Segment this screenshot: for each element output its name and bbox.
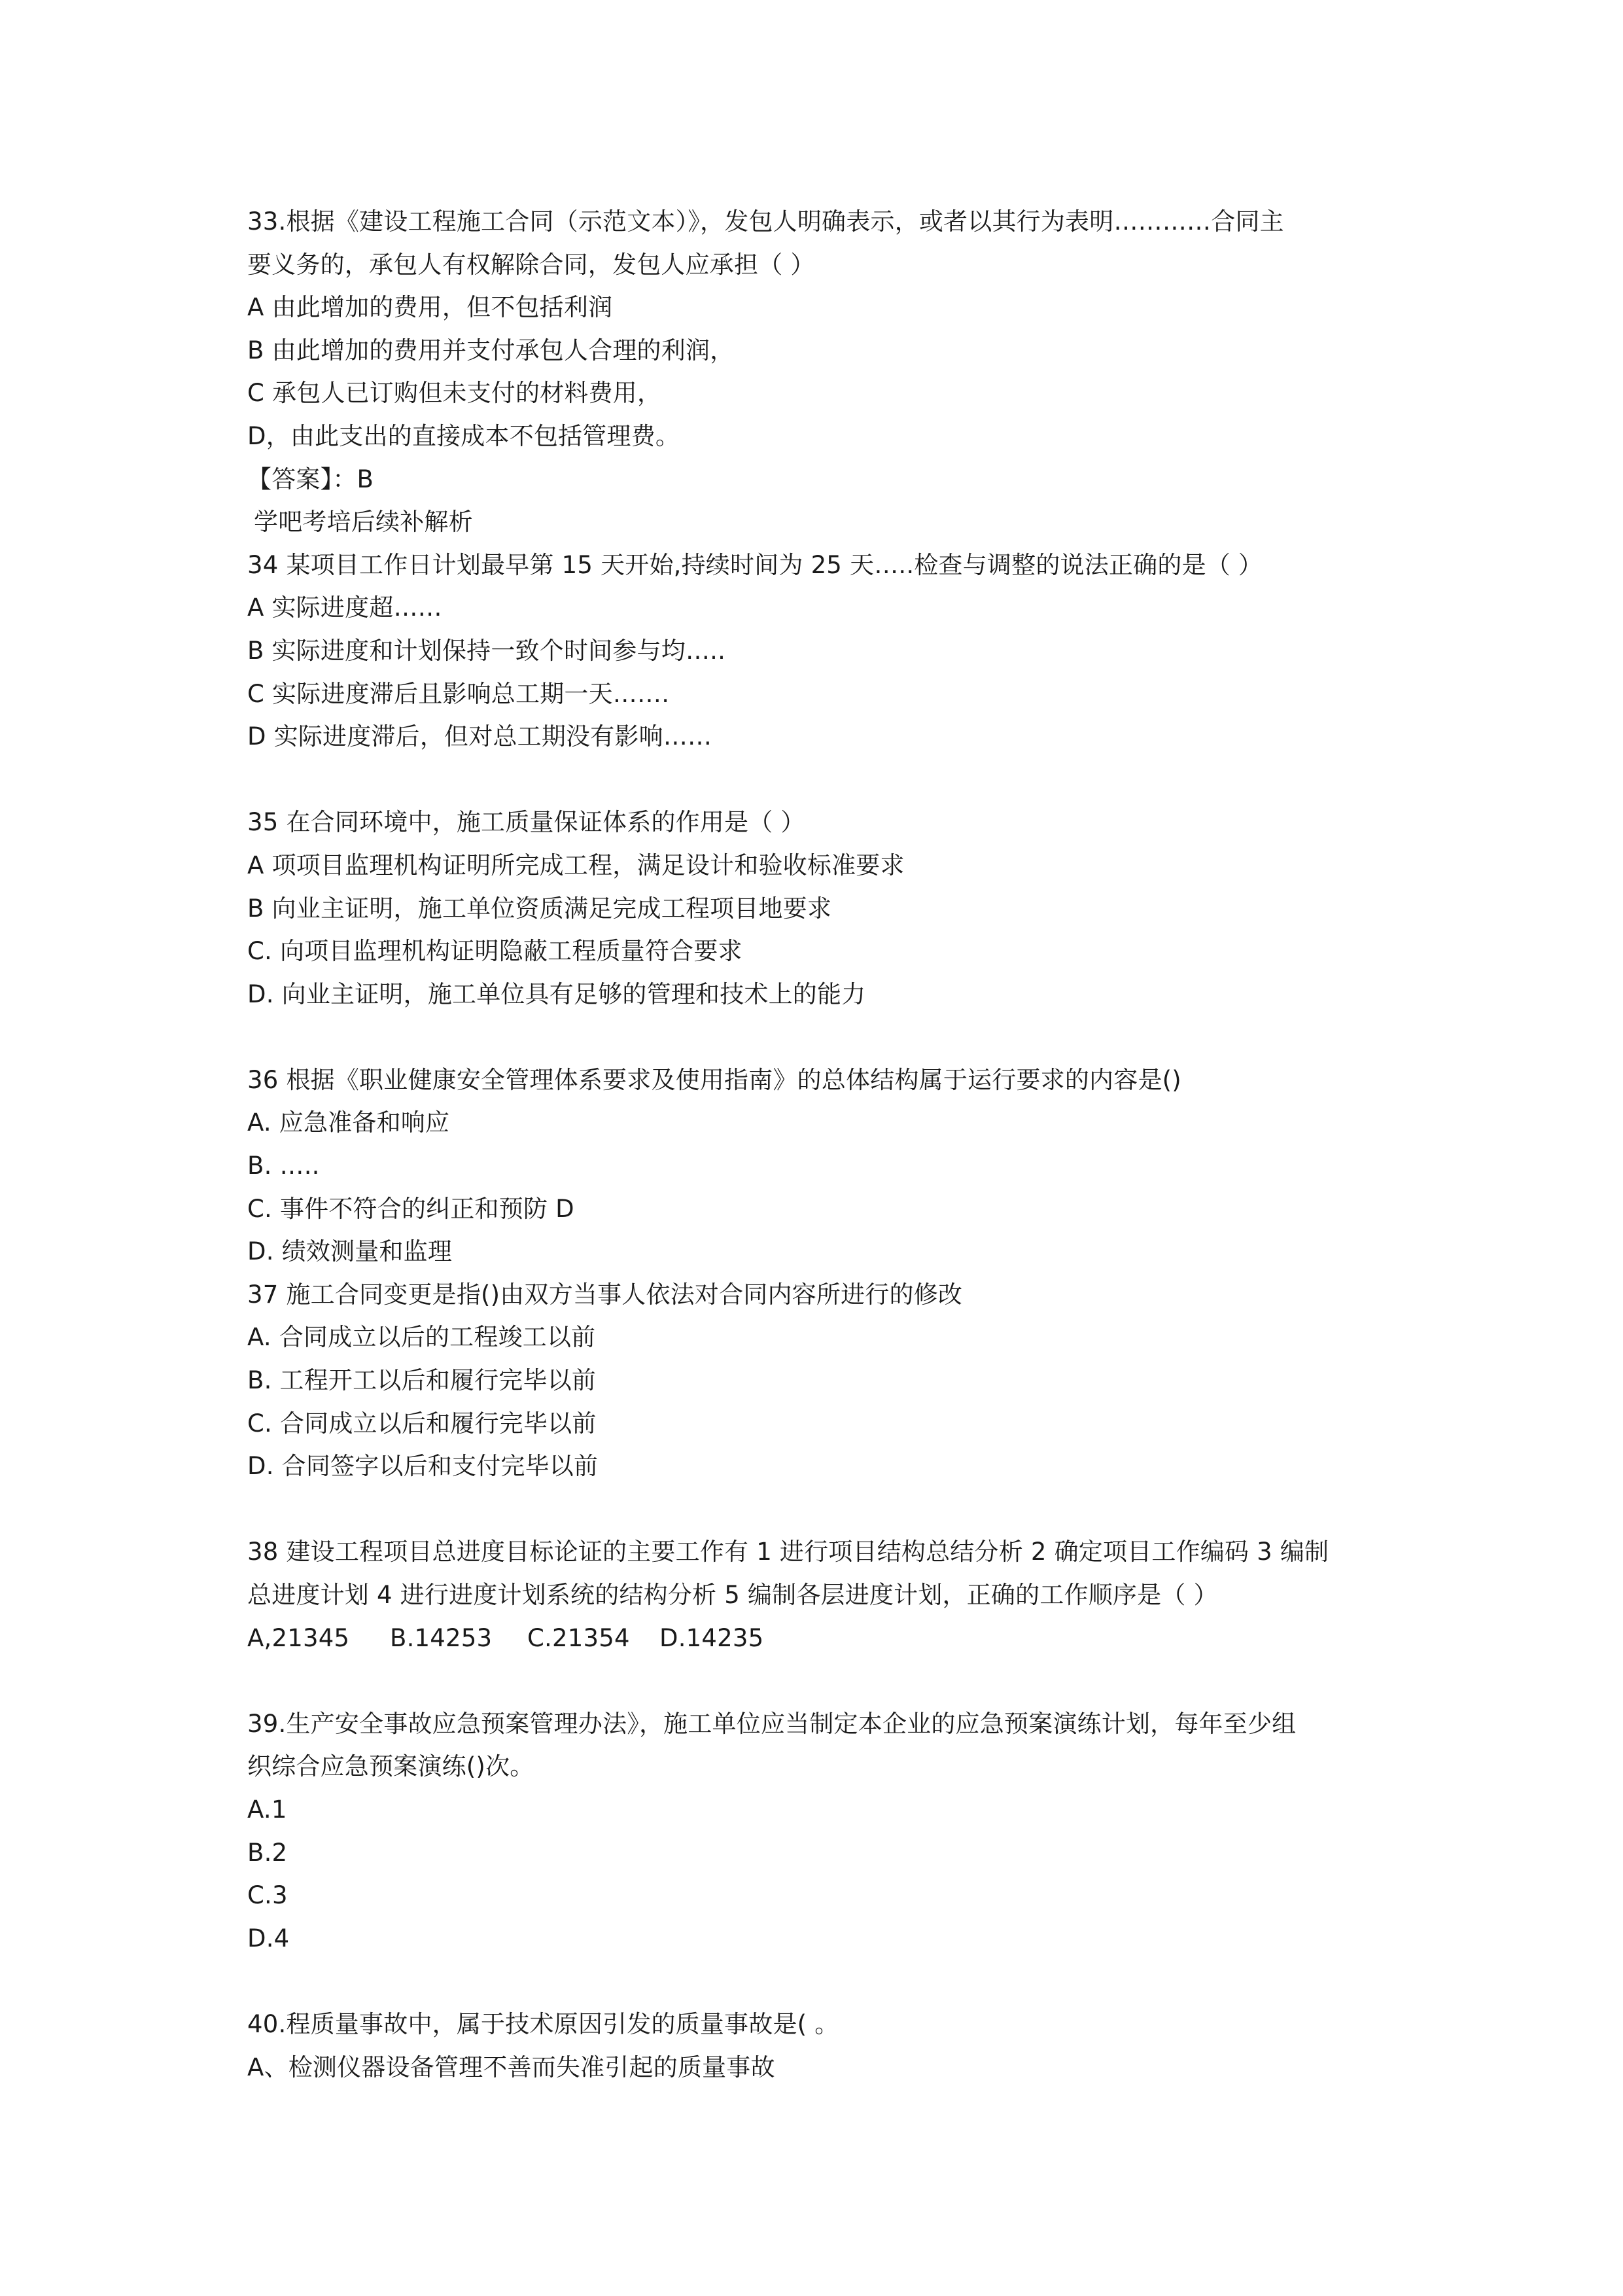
question-34-option-c: C 实际进度滞后且影响总工期一天…….: [247, 679, 670, 708]
question-33-option-c: C 承包人已订购但未支付的材料费用，: [247, 379, 662, 408]
question-33-note: 学吧考培后续补解析: [254, 508, 473, 537]
question-40-stem: 40.程质量事故中，属于技术原因引发的质量事故是( 。: [247, 2009, 839, 2038]
question-33: [247, 200, 1399, 544]
question-35-option-d: D. 向业主证明，施工单位具有足够的管理和技术上的能力: [247, 980, 866, 1008]
question-33-stem-line-1: 33.根据《建设工程施工合同（示范文本）》，发包人明确表示，或者以其行为表明…………合同主: [247, 207, 1284, 236]
question-39-option-b: B.2: [247, 1838, 288, 1867]
question-35-option-b: B 向业主证明，施工单位资质满足完成工程项目地要求: [247, 894, 832, 923]
question-37-option-a: A. 合同成立以后的工程竣工以前: [247, 1323, 596, 1352]
question-33-stem-line-2: 要义务的，承包人有权解除合同，发包人应承担（ ）: [247, 250, 815, 279]
question-40: [247, 2003, 1399, 2089]
question-37-option-d: D. 合同签字以后和支付完毕以前: [247, 1452, 599, 1481]
blank-line: [247, 1960, 1399, 2003]
question-38-stem-line-1: 38 建设工程项目总进度目标论证的主要工作有 1 进行项目结构总结分析 2 确定项目工作编码 3 编制: [247, 1538, 1329, 1566]
question-35-option-c: C. 向项目监理机构证明隐蔽工程质量符合要求: [247, 937, 742, 966]
blank-line: [247, 1659, 1399, 1703]
question-36-option-d: D. 绩效测量和监理: [247, 1237, 453, 1266]
blank-line: [247, 1016, 1399, 1059]
question-37-option-b: B. 工程开工以后和履行完毕以前: [247, 1366, 597, 1395]
question-39-option-a: A.1: [247, 1795, 287, 1824]
question-39-option-d: D.4: [247, 1924, 290, 1952]
question-list: [247, 200, 1399, 2089]
question-39: [247, 1703, 1399, 1960]
question-38-option-c: C.21354: [527, 1623, 630, 1652]
question-39-option-c: C.3: [247, 1881, 288, 1910]
question-33-option-b: B 由此增加的费用并支付承包人合理的利润，: [247, 336, 735, 364]
question-38-stem-line-2: 总进度计划 4 进行进度计划系统的结构分析 5 编制各层进度计划，正确的工作顺序是（ ）: [247, 1581, 1218, 1609]
blank-line: [247, 758, 1399, 802]
question-34: [247, 544, 1399, 758]
question-36-option-a: A. 应急准备和响应: [247, 1108, 450, 1137]
question-39-stem-line-2: 织综合应急预案演练()次。: [247, 1752, 534, 1781]
question-35: [247, 801, 1399, 1016]
question-37: [247, 1273, 1399, 1488]
question-33-option-a: A 由此增加的费用，但不包括利润: [247, 293, 613, 322]
question-36-option-b: B. …..: [247, 1152, 320, 1180]
question-40-option-a: A、检测仪器设备管理不善而失准引起的质量事故: [247, 2053, 775, 2081]
question-33-answer: 【答案】：B: [247, 465, 374, 493]
question-36: [247, 1059, 1399, 1273]
question-34-option-b: B 实际进度和计划保持一致个时间参与均…..: [247, 636, 726, 665]
question-35-option-a: A 项项目监理机构证明所完成工程，满足设计和验收标准要求: [247, 851, 905, 879]
question-36-option-c: C. 事件不符合的纠正和预防 D: [247, 1194, 574, 1223]
question-37-option-c: C. 合同成立以后和履行完毕以前: [247, 1409, 597, 1438]
question-34-option-d: D 实际进度滞后，但对总工期没有影响……: [247, 722, 712, 751]
question-38-option-b: B.14253: [390, 1623, 493, 1652]
question-38-option-a: A,21345: [247, 1623, 350, 1652]
question-38: [247, 1530, 1399, 1659]
question-38-option-d: D.14235: [659, 1623, 764, 1652]
blank-line: [247, 1488, 1399, 1531]
question-38-options: [247, 1617, 1399, 1660]
question-37-stem: 37 施工合同变更是指()由双方当事人依法对合同内容所进行的修改: [247, 1280, 963, 1309]
question-35-stem: 35 在合同环境中，施工质量保证体系的作用是（ ）: [247, 808, 805, 837]
question-36-stem: 36 根据《职业健康安全管理体系要求及使用指南》的总体结构属于运行要求的内容是(): [247, 1065, 1181, 1094]
question-34-stem: 34 某项目工作日计划最早第 15 天开始,持续时间为 25 天…..检查与调整的说法正确的是（ ）: [247, 550, 1263, 579]
question-34-option-a: A 实际进度超……: [247, 593, 442, 622]
question-33-option-d: D，由此支出的直接成本不包括管理费。: [247, 421, 680, 450]
question-39-stem-line-1: 39.生产安全事故应急预案管理办法》，施工单位应当制定本企业的应急预案演练计划，每年至少组: [247, 1709, 1297, 1738]
